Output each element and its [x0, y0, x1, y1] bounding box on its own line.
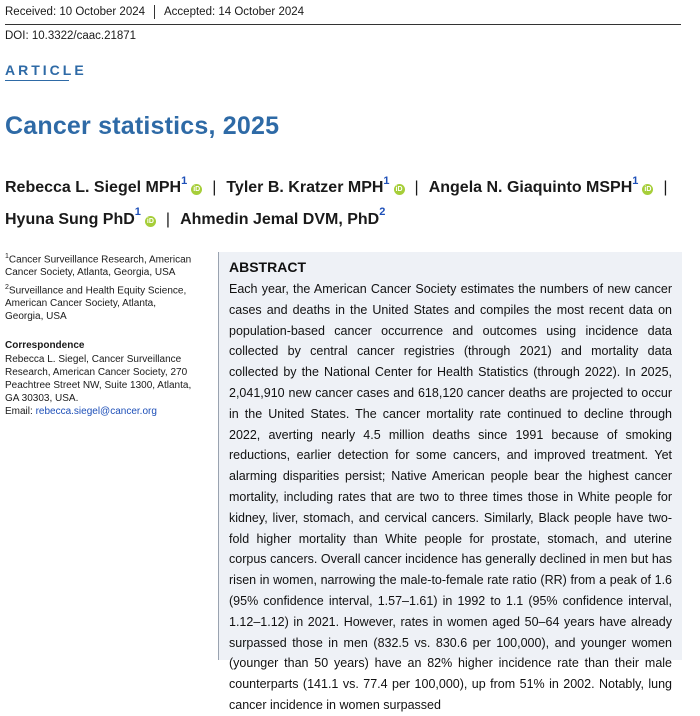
- author-sung[interactable]: Hyuna Sung PhD$^1$iD: [5, 206, 154, 228]
- page-title: Cancer statistics, 2025: [5, 112, 280, 140]
- affiliation-ref[interactable]: 1: [134, 206, 141, 219]
- orcid-icon[interactable]: iD: [395, 186, 403, 194]
- orcid-icon[interactable]: iD: [644, 186, 652, 194]
- accepted-date: Accepted: 14 October 2024: [164, 6, 305, 18]
- section-label-underline: [5, 80, 69, 81]
- doi[interactable]: DOI: 10.3322/caac.21871: [5, 30, 137, 42]
- affiliation-ref[interactable]: 1: [383, 175, 390, 187]
- affiliation-1: $^1$Cancer Surveillance Research, American Cancer Society, Atlanta, Georgia, USA: [5, 253, 192, 279]
- author-giaquinto[interactable]: Angela N. Giaquinto MSPH$^1$iD: [428, 175, 652, 197]
- affiliation-ref[interactable]: 1: [632, 175, 639, 187]
- correspondence-heading: Correspondence: [5, 340, 85, 351]
- author-jemal[interactable]: Ahmedin Jemal DVM, PhD$^2$: [180, 206, 386, 228]
- email-link[interactable]: rebecca.siegel@cancer.org: [35, 406, 157, 417]
- abstract-heading: ABSTRACT: [229, 259, 306, 275]
- received-date: Received: 10 October 2024: [5, 6, 146, 18]
- author-siegel[interactable]: Rebecca L. Siegel MPH$^1$iD: [5, 175, 201, 197]
- author-list: [5, 170, 695, 233]
- header-separator: [154, 5, 155, 19]
- author-kratzer[interactable]: Tyler B. Kratzer MPH$^1$iD: [226, 175, 403, 197]
- author-divider: |: [414, 179, 419, 197]
- affiliation-2: $^2$Surveillance and Health Equity Science, American Cancer Society, Atlanta, Georgia, USA: [5, 284, 187, 323]
- affiliation-ref[interactable]: 2: [379, 206, 386, 219]
- author-divider: |: [663, 179, 668, 197]
- affiliation-ref[interactable]: 1: [181, 175, 188, 187]
- section-label: ARTICLE: [5, 62, 87, 78]
- author-divider: |: [165, 210, 171, 228]
- orcid-icon[interactable]: iD: [146, 217, 154, 225]
- received-accepted-bar: [5, 0, 681, 25]
- correspondence-details: Rebecca L. Siegel, Cancer Surveillance Research, American Cancer Society, 270 Peachtree Street NW, Suite 1300, Atlanta, GA 30303, USA. Email: rebecca.siegel@cancer.org: [5, 354, 192, 417]
- author-divider: |: [212, 179, 217, 197]
- orcid-icon[interactable]: iD: [193, 186, 201, 194]
- abstract-text: Each year, the American Cancer Society estimates the numbers of new cancer cases and deaths in the United States and compiles the most recent data on population-based cancer occurrence and outcomes using incidence data collected by central cancer registries (through 2021) and mortality data collected by the National Center for Health Statistics (through 2022). In 2025, 2,041,910 new cancer cases and 618,120 cancer deaths are projected to occur in the United States. The cancer mortality rate continued to decline through 2022, averting nearly 4.5 million deaths since 1991 because of smoking reductions, earlier detection for some cancers, and improved treatment. Yet alarming disparities persist; Native American people bear the highest cancer mortality, including rates that are two to three times those in White people for kidney, liver, stomach, and cervical cancers. Similarly, Black people have two-fold higher mortality than White people for prostate, stomach, and uterine corpus cancers. Overall cancer incidence has generally declined in men but has risen in women, narrowing the male-to-female rate ratio (RR) from a peak of 1.6 (95% confidence interval, 1.57–1.61) in 1992 to 1.1 (95% confidence interval, 1.12–1.12) in 2021. However, rates in women aged 50–64 years have already surpassed those in men (832.5 vs. 830.6 per 100,000), and younger women (younger than 50 years) have an 82% higher incidence rate than their male counterparts (141.1 vs. 77.4 per 100,000), up from 51% in 2002. Notably, lung cancer incidence in women surpassed: [229, 282, 672, 712]
- abstract-panel: [218, 252, 682, 712]
